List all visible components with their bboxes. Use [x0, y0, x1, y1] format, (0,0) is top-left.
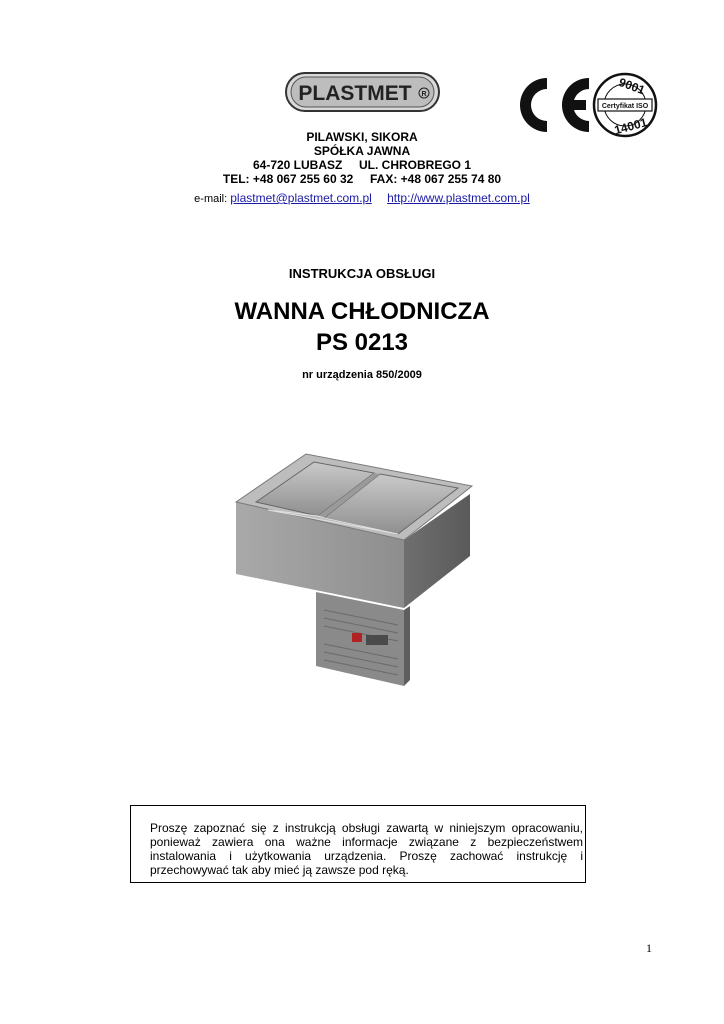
- company-form: SPÓŁKA JAWNA: [313, 144, 411, 158]
- iso-certificate-seal: [592, 72, 658, 138]
- company-name: PILAWSKI, SIKORA: [306, 130, 418, 144]
- website-link[interactable]: http://www.plastmet.com.pl: [387, 191, 530, 205]
- product-title: WANNA CHŁODNICZA: [234, 298, 490, 325]
- contact-line: [0, 191, 724, 205]
- manual-heading: INSTRUKCJA OBSŁUGI: [288, 266, 436, 281]
- device-number: nr urządzenia 850/2009: [302, 369, 422, 381]
- safety-notice-box: Proszę zapoznać się z instrukcją obsługi zawartą w niniejszym opracowaniu, ponieważ zawiera ona ważne informacje związane z bezpieczeństwem instalowania i użytkowania urządzenia. Proszę zachować instrukcję i przechowywać tak aby mieć ją zawsze pod ręką.: [130, 805, 586, 883]
- product-model: PS 0213: [315, 329, 409, 356]
- iso-9001-text: 9001: [616, 75, 647, 98]
- iso-14001-text: 14001: [612, 115, 649, 138]
- iso-label-text: Certyfikat ISO: [601, 103, 649, 110]
- email-label: e-mail:: [194, 193, 228, 205]
- cooling-tub-product-image: [228, 440, 480, 696]
- svg-text:R: R: [421, 91, 427, 98]
- logo-text: PLASTMET: [298, 82, 412, 105]
- company-address: 64-720 LUBASZ UL. CHROBREGO 1: [252, 158, 472, 172]
- plastmet-logo: [285, 72, 440, 112]
- email-link[interactable]: plastmet@plastmet.com.pl: [230, 191, 372, 205]
- ce-mark: [516, 74, 592, 136]
- page-number: 1: [646, 941, 652, 955]
- company-phones: TEL: +48 067 255 60 32 FAX: +48 067 255 74 80: [222, 172, 502, 186]
